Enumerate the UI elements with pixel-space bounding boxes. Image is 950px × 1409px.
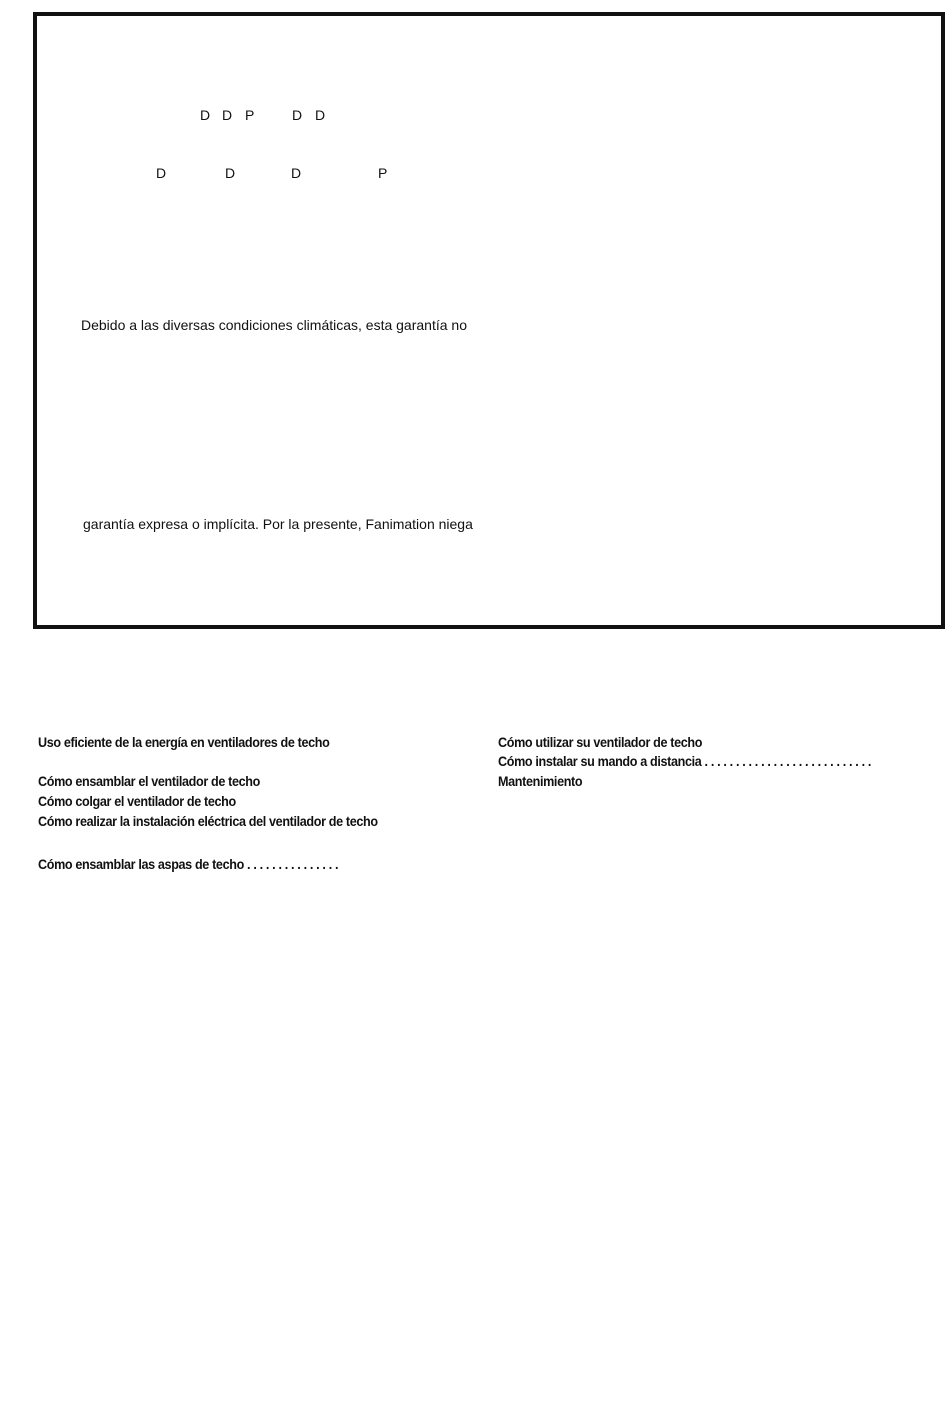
toc-item-energy-efficiency[interactable]: Uso eficiente de la energía en ventiladores de techo (38, 734, 330, 750)
fragment-letter: D (225, 165, 236, 181)
toc-item-wire-fan[interactable]: Cómo realizar la instalación eléctrica del ventilador de techo (38, 813, 378, 829)
fragment-letter: D (292, 107, 303, 123)
fragment-letter: D (222, 107, 233, 123)
fragment-letter: P (245, 107, 255, 123)
toc-item-assemble-blades[interactable]: Cómo ensamblar las aspas de techo . . . . . . . . . . . . . . . (38, 856, 339, 872)
fragment-letter: D (156, 165, 167, 181)
toc-item-use-fan[interactable]: Cómo utilizar su ventilador de techo (498, 734, 703, 750)
fragment-letter: D (315, 107, 326, 123)
toc-item-install-remote[interactable]: Cómo instalar su mando a distancia . . . . . . . . . . . . . . . . . . . . . . . . . . . (498, 753, 872, 769)
fragment-letter: P (378, 165, 388, 181)
fragment-letter: D (200, 107, 211, 123)
warranty-text-line: garantía expresa o implícita. Por la presente, Fanimation niega (83, 516, 473, 532)
warranty-text-line: Debido a las diversas condiciones climáticas, esta garantía no (81, 317, 467, 333)
toc-item-assemble-fan[interactable]: Cómo ensamblar el ventilador de techo (38, 773, 260, 789)
toc-item-hang-fan[interactable]: Cómo colgar el ventilador de techo (38, 793, 236, 809)
toc-item-maintenance[interactable]: Mantenimiento (498, 773, 583, 789)
fragment-letter: D (291, 165, 302, 181)
